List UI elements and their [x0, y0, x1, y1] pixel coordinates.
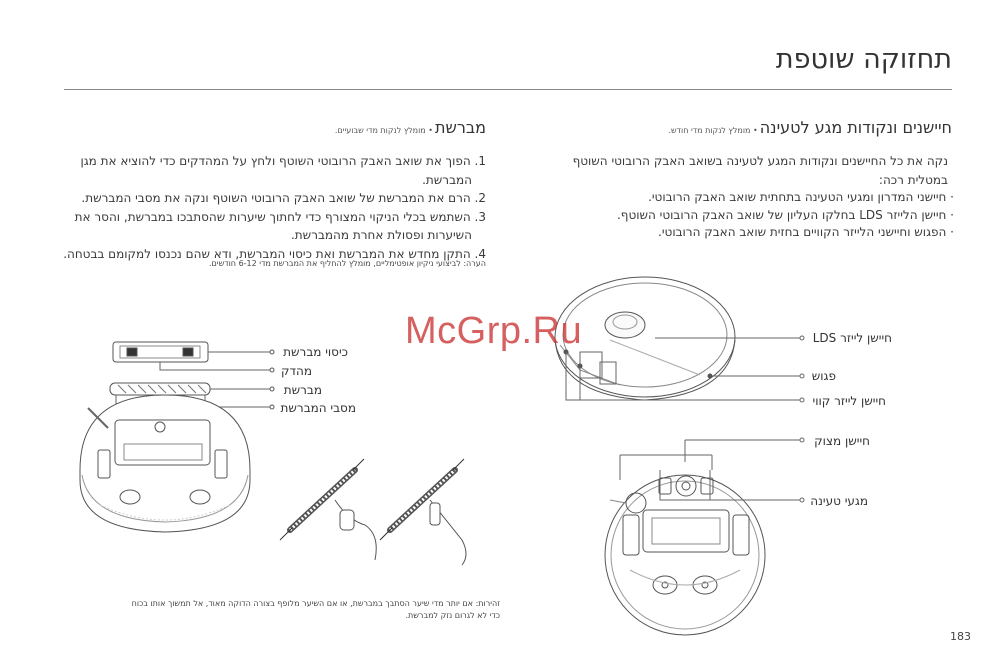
brush-cover-illustration	[113, 342, 274, 362]
watermark: McGrp.Ru	[405, 310, 583, 352]
brush-step-item: השיערות ופסולת אחרת מהמברשת.	[290, 228, 472, 242]
robot-bottom-view-illustration	[605, 475, 765, 635]
brush-note: הערה: לביצועי ניקיון אופטימליים, מומלץ להחליף את המברשת מדי 6-12 חודשים.	[208, 259, 486, 268]
robot-underside-illustration	[80, 395, 250, 532]
brush-warning	[60, 598, 500, 622]
brush-step-item: המברשת.	[422, 172, 472, 187]
brush-cleaning-step-illustration	[380, 459, 466, 565]
label-brush: מברשת	[283, 383, 322, 397]
brush-step-item: 2. הרם את המברשת של שואב האבק הרובוטי השוטף ונקה את מסבי המברשת.	[81, 191, 486, 205]
brush-step-item: 4. התקן מחדש את המברשת ואת כיסוי המברשת, ודא שהם נכנסו למקומם בבטחה.	[63, 246, 486, 261]
label-bumper: פגוש	[811, 369, 836, 383]
label-brush-bearings: מסבי המברשת	[280, 401, 356, 415]
sensors-intro-line: נקה את כל החיישנים ונקודות המגע לטעינה בשואב האבק הרובוטי השוטף	[572, 154, 948, 168]
page-title: תחזוקה שוטפת	[775, 44, 952, 75]
brush-warning-line: זהירות: אם יותר מדי שיער הסתבך במברשת, או אם השיער מלופף בצורה הדוקה מאוד, אל תמשוך אותו בכוח	[131, 599, 500, 608]
sensors-heading-note: • מומלץ לנקות מדי חודש.	[668, 126, 758, 135]
lds-turret-icon	[605, 312, 645, 338]
sensors-intro-line: במטלית רכה:	[878, 172, 948, 187]
label-cliff-sensor: חיישן מצוק	[814, 434, 870, 448]
sensors-bullet-item: · הפגוש וחיישני הלייזר הקוויים בחזית שואב האבק הרובוטי.	[658, 225, 954, 239]
label-clip: מהדק	[280, 364, 312, 378]
brush-heading-note: • מומלץ לנקות מדי שבועיים.	[334, 126, 433, 135]
sensors-bullet-item: · חיישן הלייזר LDS בחלקו העליון של שואב האבק הרובוטי השוטף.	[616, 207, 954, 222]
label-line-laser-sensor: חיישן לייזר קווי	[812, 394, 886, 408]
label-charging-contacts: מגעי טעינה	[810, 494, 868, 508]
brush-step-item: 3. השתמש בכלי הניקוי המצורף כדי לחתוך שיערות שהסתבכו במברשת, והסר את	[74, 209, 486, 224]
brush-warning-line: כדי לא לגרום נזק למברשת.	[405, 611, 500, 620]
brush-heading-text: מברשת	[435, 118, 486, 137]
sensors-heading-text: חיישנים ונקודות מגע לטעינה	[759, 118, 952, 137]
brush-step-item: 1. הפוך את שואב האבק הרובוטי השוטף ולחץ על המהדקים כדי להוציא את מגן	[80, 154, 486, 168]
page-number: 183	[950, 630, 971, 643]
sensors-bullet-item: · חיישני המדרון ומגעי הטעינה בתחתית שואב האבק הרובוטי.	[648, 190, 954, 204]
brush-cleaning-step-illustration	[280, 459, 376, 560]
label-lds-laser-sensor: חיישן לייזר LDS	[812, 331, 892, 345]
label-brush-cover: כיסוי מברשת	[283, 345, 348, 359]
